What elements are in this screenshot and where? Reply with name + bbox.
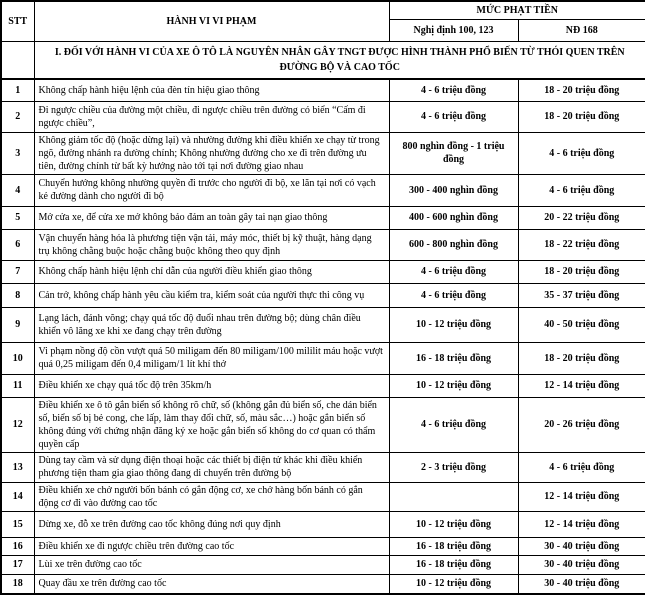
table-row (1, 229, 645, 260)
table-row (1, 574, 645, 594)
fine-nd100-cell: 4 - 6 triệu đồng (389, 79, 518, 101)
table-row (1, 482, 645, 511)
row-number-cell: 12 (1, 397, 34, 452)
fine-nd100-cell: 10 - 12 triệu đồng (389, 307, 518, 342)
row-number-cell: 8 (1, 283, 34, 307)
fine-nd100-cell: 300 - 400 nghìn đồng (389, 174, 518, 206)
fine-nd100-cell: 16 - 18 triệu đồng (389, 537, 518, 555)
table-row (1, 79, 645, 101)
violation-cell: Không chấp hành hiệu lệnh chỉ dẫn của người điều khiển giao thông (34, 260, 389, 283)
violation-cell: Không chấp hành hiệu lệnh của đèn tín hiệu giao thông (34, 79, 389, 101)
row-number-cell: 6 (1, 229, 34, 260)
fine-nd168-cell: 18 - 20 triệu đồng (518, 79, 645, 101)
fine-nd168-cell: 30 - 40 triệu đồng (518, 537, 645, 555)
violation-cell: Điều khiển xe chạy quá tốc độ trên 35km/h (34, 374, 389, 397)
fine-nd100-cell: 4 - 6 triệu đồng (389, 283, 518, 307)
fine-nd100-cell: 600 - 800 nghìn đồng (389, 229, 518, 260)
fine-nd168-cell: 20 - 26 triệu đồng (518, 397, 645, 452)
violation-cell: Không giảm tốc độ (hoặc dừng lại) và nhường đường khi điều khiển xe chạy từ trong ngõ, đường nhánh ra đường chính; Không nhường đường cho xe đi trên đường ưu tiên, đường chính từ bất kỳ hướng nào tới tại nơi đường giao nhau (34, 132, 389, 174)
fine-nd168-cell: 12 - 14 triệu đồng (518, 482, 645, 511)
table-row (1, 511, 645, 537)
fine-nd100-cell: 16 - 18 triệu đồng (389, 555, 518, 574)
fine-nd100-cell (389, 482, 518, 511)
violation-cell: Vi phạm nồng độ cồn vượt quá 50 miligam đến 80 miligam/100 mililit máu hoặc vượt quá 0,25 miligam đến 0,4 miligam/1 lít khí thở (34, 342, 389, 374)
fine-nd168-cell: 18 - 20 triệu đồng (518, 260, 645, 283)
fine-nd100-cell: 10 - 12 triệu đồng (389, 574, 518, 594)
row-number-cell: 13 (1, 452, 34, 482)
table-row (1, 374, 645, 397)
column-header-stt: STT (1, 1, 34, 41)
fine-nd100-cell: 4 - 6 triệu đồng (389, 260, 518, 283)
violation-cell: Điều khiển xe đi ngược chiều trên đường cao tốc (34, 537, 389, 555)
violation-cell: Điều khiển xe ô tô gắn biển số không rõ chữ, số (không gắn đủ biển số, che dán biển số, biển số bị bẻ cong, che lấp, làm thay đổi chữ, số, màu sắc…) hoặc gắn biển số không đúng với chứng nhận đăng ký xe hoặc gắn biển số không do cơ quan có thẩm quyền cấp (34, 397, 389, 452)
fine-nd168-cell: 18 - 22 triệu đồng (518, 229, 645, 260)
fine-nd168-cell: 18 - 20 triệu đồng (518, 101, 645, 132)
fine-nd168-cell: 4 - 6 triệu đồng (518, 452, 645, 482)
table-row (1, 555, 645, 574)
fine-nd168-cell: 30 - 40 triệu đồng (518, 574, 645, 594)
row-number-cell: 4 (1, 174, 34, 206)
fine-nd100-cell: 16 - 18 triệu đồng (389, 342, 518, 374)
fine-nd168-cell: 20 - 22 triệu đồng (518, 206, 645, 229)
fine-nd168-cell: 18 - 20 triệu đồng (518, 342, 645, 374)
row-number-cell: 7 (1, 260, 34, 283)
row-number-cell: 14 (1, 482, 34, 511)
table-row (1, 307, 645, 342)
fine-nd168-cell: 4 - 6 triệu đồng (518, 174, 645, 206)
fine-nd168-cell: 4 - 6 triệu đồng (518, 132, 645, 174)
row-number-cell: 16 (1, 537, 34, 555)
column-header-behavior: HÀNH VI VI PHẠM (34, 1, 389, 41)
fine-nd168-cell: 12 - 14 triệu đồng (518, 374, 645, 397)
table-row (1, 174, 645, 206)
violation-cell: Chuyển hướng không nhường quyền đi trước cho người đi bộ, xe lăn tại nơi có vạch kẻ đường dành cho người đi bộ (34, 174, 389, 206)
violation-cell: Lùi xe trên đường cao tốc (34, 555, 389, 574)
row-number-cell: 9 (1, 307, 34, 342)
row-number-cell: 17 (1, 555, 34, 574)
table-row (1, 101, 645, 132)
fine-nd168-cell: 35 - 37 triệu đồng (518, 283, 645, 307)
fine-nd100-cell: 10 - 12 triệu đồng (389, 374, 518, 397)
table-row (1, 537, 645, 555)
violation-cell: Mở cửa xe, để cửa xe mở không bảo đảm an toàn gây tai nạn giao thông (34, 206, 389, 229)
violation-cell: Đi ngược chiều của đường một chiều, đi ngược chiều trên đường có biển “Cấm đi ngược chiều”, (34, 101, 389, 132)
violation-cell: Cản trở, không chấp hành yêu cầu kiểm tra, kiểm soát của người thực thi công vụ (34, 283, 389, 307)
column-header-nd100-123: Nghị định 100, 123 (389, 19, 518, 41)
column-header-nd168: NĐ 168 (518, 19, 645, 41)
table-row (1, 397, 645, 452)
fine-nd168-cell: 40 - 50 triệu đồng (518, 307, 645, 342)
section-empty-cell (1, 41, 34, 79)
row-number-cell: 3 (1, 132, 34, 174)
table-row (1, 132, 645, 174)
fine-nd100-cell: 2 - 3 triệu đồng (389, 452, 518, 482)
fine-nd100-cell: 10 - 12 triệu đồng (389, 511, 518, 537)
section-row (1, 41, 645, 79)
table-row (1, 260, 645, 283)
table-row (1, 452, 645, 482)
table-row (1, 283, 645, 307)
violation-cell: Lạng lách, đánh võng; chạy quá tốc độ đuổi nhau trên đường bộ; dùng chân điều khiển vô lăng xe khi xe đang chạy trên đường (34, 307, 389, 342)
fine-nd100-cell: 400 - 600 nghìn đồng (389, 206, 518, 229)
violation-cell: Điều khiển xe chở người bốn bánh có gắn động cơ, xe chở hàng bốn bánh có gắn động cơ đi vào đường cao tốc (34, 482, 389, 511)
row-number-cell: 11 (1, 374, 34, 397)
row-number-cell: 1 (1, 79, 34, 101)
fine-nd100-cell: 4 - 6 triệu đồng (389, 397, 518, 452)
violation-cell: Quay đầu xe trên đường cao tốc (34, 574, 389, 594)
violation-cell: Dừng xe, đỗ xe trên đường cao tốc không đúng nơi quy định (34, 511, 389, 537)
fine-nd168-cell: 12 - 14 triệu đồng (518, 511, 645, 537)
fine-nd100-cell: 800 nghìn đồng - 1 triệu đồng (389, 132, 518, 174)
column-header-fine-group: MỨC PHẠT TIỀN (389, 1, 645, 19)
header-row-1 (1, 1, 645, 19)
row-number-cell: 2 (1, 101, 34, 132)
row-number-cell: 15 (1, 511, 34, 537)
row-number-cell: 10 (1, 342, 34, 374)
row-number-cell: 5 (1, 206, 34, 229)
row-number-cell: 18 (1, 574, 34, 594)
fine-nd168-cell: 30 - 40 triệu đồng (518, 555, 645, 574)
violation-cell: Dùng tay cầm và sử dụng điện thoại hoặc các thiết bị điện tử khác khi điều khiển phương tiện tham gia giao thông đang di chuyển trên đường bộ (34, 452, 389, 482)
fine-nd100-cell: 4 - 6 triệu đồng (389, 101, 518, 132)
section-title: I. ĐỐI VỚI HÀNH VI CỦA XE Ô TÔ LÀ NGUYÊN NHÂN GÂY TNGT ĐƯỢC HÌNH THÀNH PHỔ BIẾN TỪ THÓI QUEN TRÊN ĐƯỜNG BỘ VÀ CAO TỐC (34, 41, 645, 79)
violation-cell: Vận chuyển hàng hóa là phương tiện vận tải, máy móc, thiết bị kỹ thuật, hàng dạng trụ không chằng buộc hoặc chằng buộc không theo quy định (34, 229, 389, 260)
table-header (1, 1, 645, 41)
table-row (1, 206, 645, 229)
table-row (1, 342, 645, 374)
